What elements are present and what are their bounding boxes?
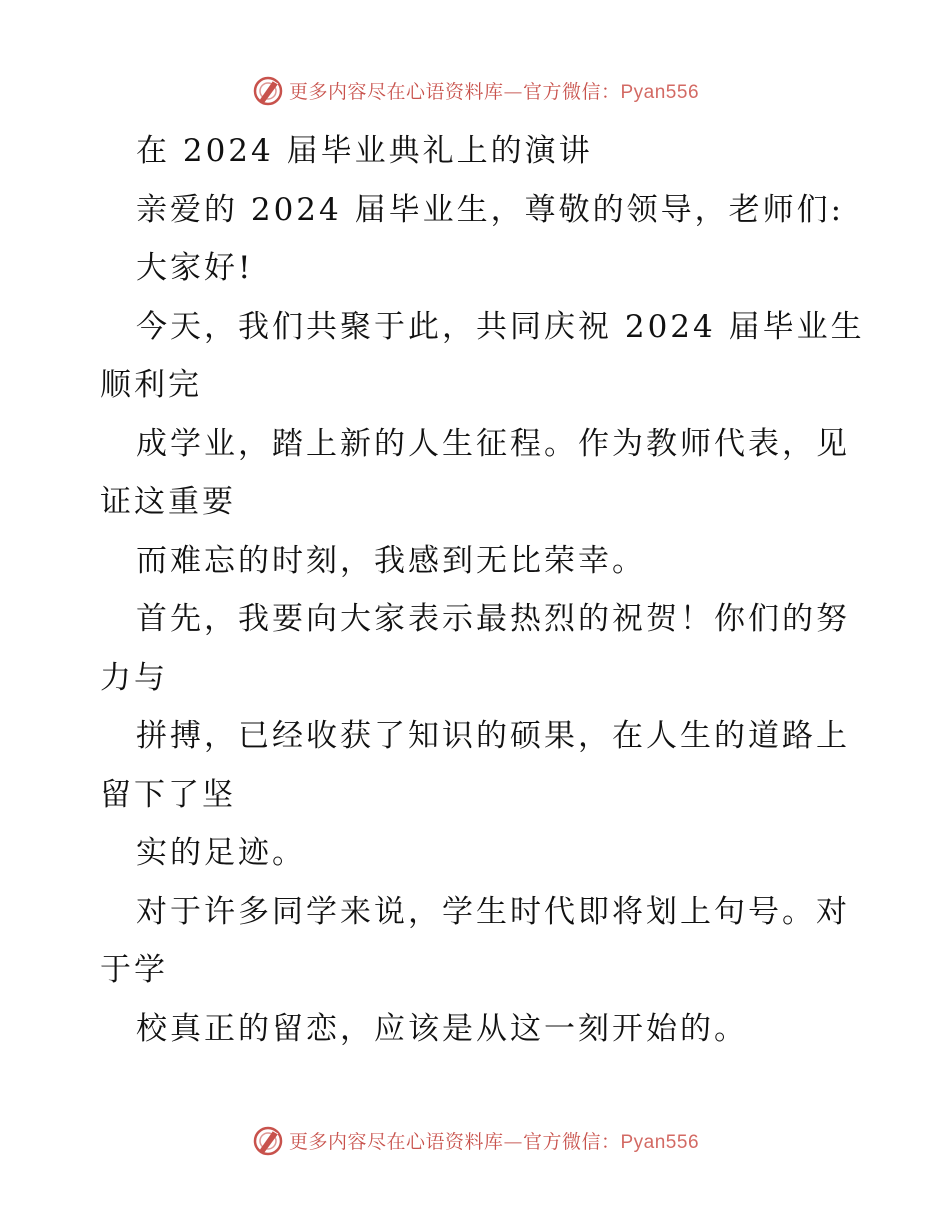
paragraph-line: 成学业，踏上新的人生征程。作为教师代表，见 bbox=[136, 425, 850, 462]
salutation: 亲爱的 2024 届毕业生，尊敬的领导，老师们: bbox=[136, 191, 845, 228]
paragraph-line: 力与 bbox=[100, 659, 168, 696]
paragraph-line: 证这重要 bbox=[100, 484, 236, 520]
document-body bbox=[100, 122, 865, 1058]
paragraph-line: 而难忘的时刻，我感到无比荣幸。 bbox=[136, 542, 646, 579]
paragraph-line: 对于许多同学来说，学生时代即将划上句号。对 bbox=[136, 893, 850, 930]
paragraph-line: 首先，我要向大家表示最热烈的祝贺！你们的努 bbox=[136, 601, 850, 637]
paragraph-line: 顺利完 bbox=[100, 367, 202, 403]
paragraph-line: 校真正的留恋，应该是从这一刻开始的。 bbox=[136, 1010, 748, 1047]
document-title: 在 2024 届毕业典礼上的演讲 bbox=[136, 133, 593, 169]
pen-nib-circle-icon bbox=[251, 1123, 285, 1157]
paragraph-line: 于学 bbox=[100, 952, 168, 988]
pen-nib-circle-icon bbox=[251, 73, 285, 107]
header-watermark bbox=[0, 70, 950, 110]
paragraph-line: 留下了坚 bbox=[100, 776, 236, 813]
paragraph-line: 拼搏，已经收获了知识的硕果，在人生的道路上 bbox=[136, 718, 850, 754]
greeting: 大家好! bbox=[136, 250, 254, 286]
watermark-text: 更多内容尽在心语资料库—官方微信：Pyan556 bbox=[288, 1130, 700, 1153]
paragraph-line: 今天，我们共聚于此，共同庆祝 2024 届毕业生 bbox=[136, 308, 865, 345]
paragraph-line: 实的足迹。 bbox=[136, 835, 306, 871]
watermark-text: 更多内容尽在心语资料库—官方微信：Pyan556 bbox=[288, 80, 700, 103]
footer-watermark bbox=[0, 1120, 950, 1160]
